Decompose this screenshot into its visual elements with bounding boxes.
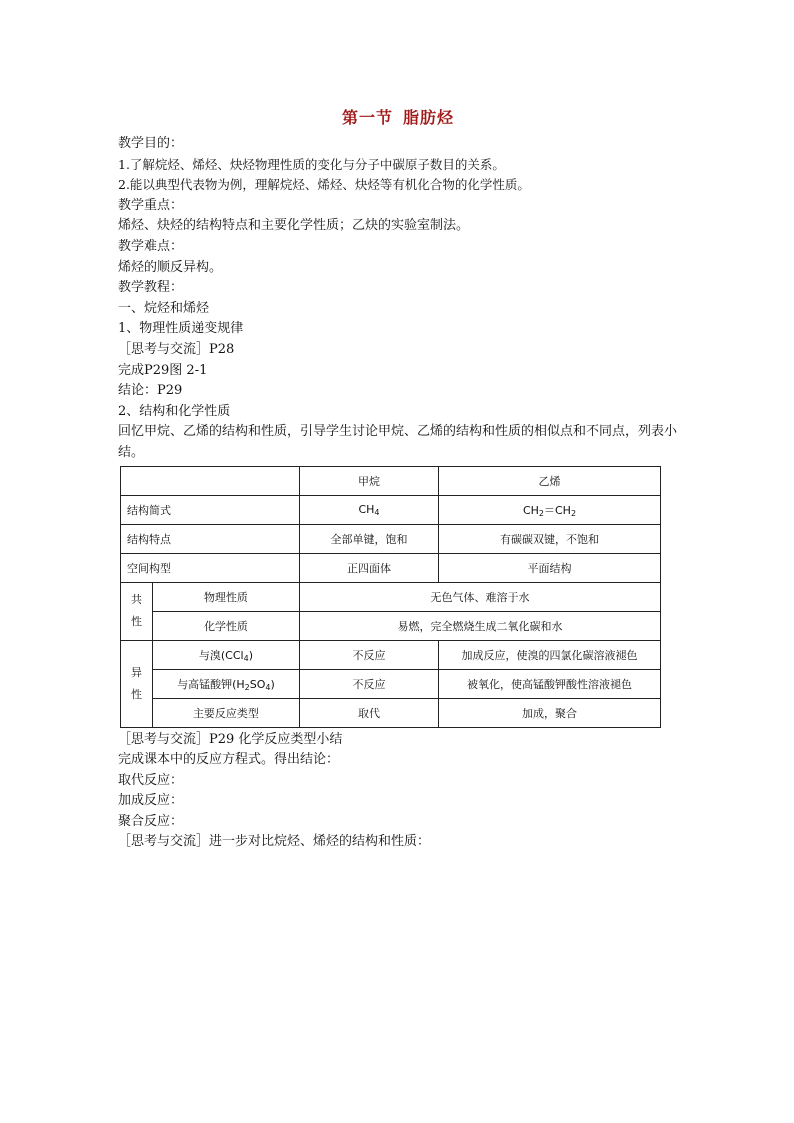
physical-properties-heading: 1、物理性质递变规律	[118, 321, 244, 337]
table-header-empty	[121, 466, 300, 495]
row-label: 与溴(CCl$_4$)	[152, 640, 299, 669]
table-row	[121, 553, 661, 582]
row-label: 物理性质	[152, 582, 299, 611]
structure-chemistry-heading: 2、结构和化学性质	[118, 403, 231, 419]
think-exchange-p29: ［思考与交流］P29 化学反应类型小结	[118, 731, 343, 747]
table-row	[121, 640, 661, 669]
table-row	[121, 495, 661, 524]
conclusion-p29: 结论：P29	[118, 383, 183, 399]
think-exchange-p28: ［思考与交流］P28	[118, 341, 235, 357]
objective-2: 2.能以典型代表物为例，理解烷烃、烯烃、炔烃等有机化合物的化学性质。	[118, 177, 530, 193]
complete-equations: 完成课本中的反应方程式。得出结论：	[118, 752, 340, 768]
section-name: 脂肪烃	[403, 108, 455, 127]
table-row	[121, 698, 661, 727]
methane-formula: $CH_4$	[300, 495, 439, 524]
methane-cell: 不反应	[300, 669, 439, 698]
objective-1: 1.了解烷烃、烯烃、炔烃物理性质的变化与分子中碳原子数目的关系。	[118, 156, 505, 172]
comparison-table	[120, 466, 661, 728]
ethylene-cell: 平面结构	[439, 553, 661, 582]
section-title	[118, 104, 678, 132]
teaching-objectives-heading: 教学目的：	[118, 136, 184, 151]
different-group-label: 异 性	[121, 640, 153, 727]
ethylene-cell: 加成反应，使溴的四氯化碳溶液褪色	[439, 640, 661, 669]
common-value: 无色气体、难溶于水	[300, 582, 661, 611]
table-header-row	[121, 466, 661, 495]
table-header-methane: 甲烷	[300, 466, 439, 495]
common-value: 易燃，完全燃烧生成二氧化碳和水	[300, 611, 661, 640]
common-group-label: 共 性	[121, 582, 153, 640]
row-label: 空间构型	[121, 553, 300, 582]
key-points-heading: 教学重点：	[118, 197, 184, 213]
think-exchange-compare: ［思考与交流］进一步对比烷烃、烯烃的结构和性质：	[118, 834, 431, 850]
row-label: 结构特点	[121, 524, 300, 553]
table-row	[121, 669, 661, 698]
methane-cell: 不反应	[300, 640, 439, 669]
difficulty-heading: 教学难点：	[118, 238, 184, 254]
ethylene-cell: 被氧化，使高锰酸钾酸性溶液褪色	[439, 669, 661, 698]
key-points-text: 烯烃、炔烃的结构特点和主要化学性质；乙炔的实验室制法。	[118, 218, 470, 234]
ethylene-formula: $CH_2=CH_2$	[439, 495, 661, 524]
methane-cell: 取代	[300, 698, 439, 727]
table-row	[121, 524, 661, 553]
substitution-reaction: 取代反应：	[118, 772, 184, 788]
document-page	[118, 104, 678, 853]
ethylene-cell: 有碳碳双键，不饱和	[439, 524, 661, 553]
table-row	[121, 582, 661, 611]
recall-paragraph: 回忆甲烷、乙烯的结构和性质，引导学生讨论甲烷、乙烯的结构和性质的相似点和不同点，列表小结。	[118, 424, 678, 460]
table-header-ethylene: 乙烯	[439, 466, 661, 495]
section-number: 第一节	[341, 108, 393, 127]
row-label: 化学性质	[152, 611, 299, 640]
methane-cell: 全部单键，饱和	[300, 524, 439, 553]
difficulty-text: 烯烃的顺反异构。	[118, 259, 223, 275]
table-row	[121, 611, 661, 640]
row-label: 主要反应类型	[152, 698, 299, 727]
ethylene-cell: 加成，聚合	[439, 698, 661, 727]
complete-figure: 完成P29图 2-1	[118, 362, 208, 378]
addition-reaction: 加成反应：	[118, 793, 184, 809]
section-alkanes-alkenes: 一、烷烃和烯烃	[118, 300, 210, 316]
row-label: 结构简式	[121, 495, 300, 524]
teaching-process-heading: 教学教程：	[118, 280, 184, 296]
polymerization-reaction: 聚合反应：	[118, 813, 184, 829]
row-label: 与高锰酸钾$(H_2SO_4)$	[152, 669, 299, 698]
methane-cell: 正四面体	[300, 553, 439, 582]
